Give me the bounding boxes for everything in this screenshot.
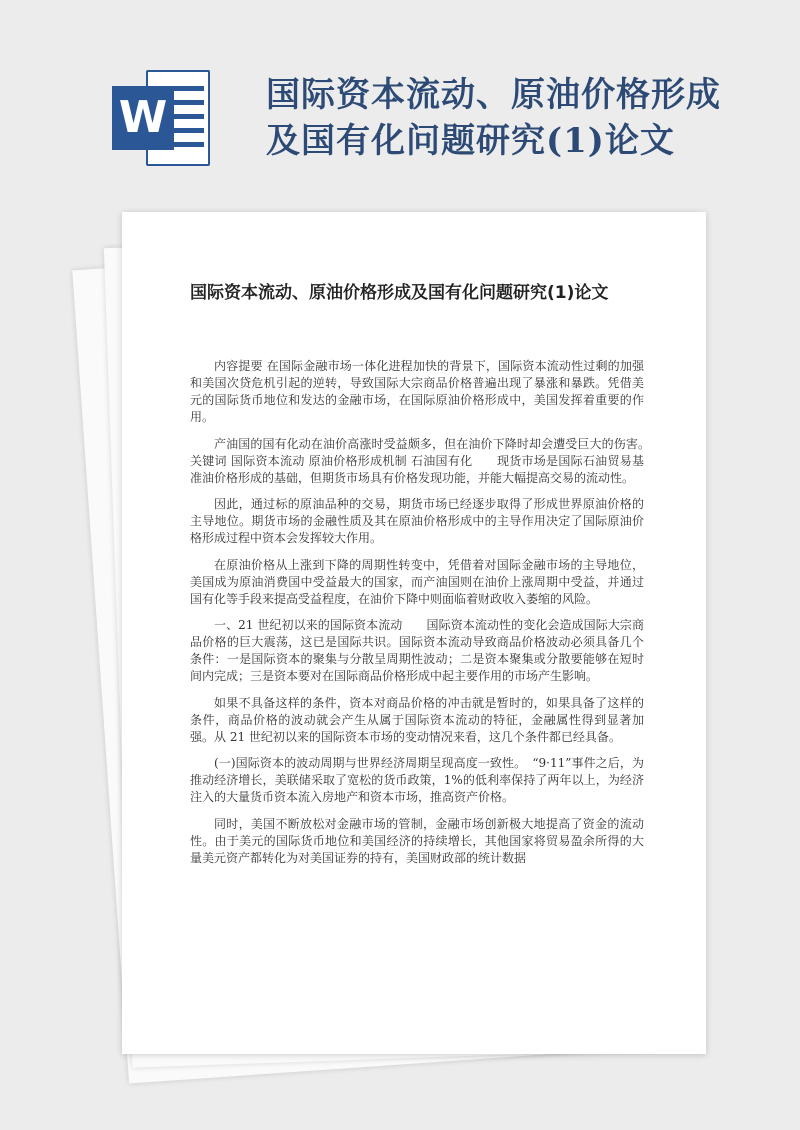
paragraph: 内容提要 在国际金融市场一体化进程加快的背景下，国际资本流动性过剩的加强和美国次贷危机引起的逆转，导致国际大宗商品价格普遍出现了暴涨和暴跌。凭借美元的国际货币地位和发达的金融市场，在国际原油价格形成中，美国发挥着重要的作用。 — [190, 359, 644, 424]
word-document-icon — [112, 70, 212, 166]
paragraph: 在原油价格从上涨到下降的周期性转变中，凭借着对国际金融市场的主导地位，美国成为原油消费国中受益最大的国家，而产油国则在油价上涨周期中受益，并通过国有化等手段来提高受益程度，在油价下降中则面临着财政收入萎缩的风险。 — [190, 557, 644, 606]
paragraph: (一)国际资本的波动周期与世界经济周期呈现高度一致性。 “9·11”事件之后，为推动经济增长，美联储采取了宽松的货币政策，1%的低利率保持了两年以上，为经济注入的大量货币资本流入房地产和资本市场，推高资产价格。 — [190, 756, 644, 804]
paragraph: 如果不具备这样的条件，资本对商品价格的冲击就是暂时的，如果具备了这样的条件，商品价格的波动就会产生从属于国际资本流动的特征，金融属性得到显著加强。从 21 世纪初以来的国际资本市场的变动情况来看，这几个条件都已经具备。 — [190, 695, 644, 744]
paragraph: 产油国的国有化动在油价高涨时受益颇多，但在油价下降时却会遭受巨大的伤害。 关键词 国际资本流动 原油价格形成机制 石油国有化 现货市场是国际石油贸易基准油价格形成的基础，但期货市场具有价格发现功能，并能大幅提高交易的流动性。 — [190, 436, 657, 485]
document-body — [190, 358, 657, 876]
paragraph: 一、21 世纪初以来的国际资本流动 国际资本流动性的变化会造成国际大宗商品价格的巨大震荡，这已是国际共识。国际资本流动导致商品价格波动必须具备几个条件：一是国际资本的聚集与分散呈周期性波动；二是资本聚集或分散要能够在短时间内完成；三是资本要对在国际商品价格形成中起主要作用的市场产生影响。 — [190, 618, 644, 683]
document-title: 国际资本流动、原油价格形成及国有化问题研究(1)论文 — [190, 283, 609, 303]
paragraph: 同时，美国不断放松对金融市场的管制，金融市场创新极大地提高了资金的流动性。由于美元的国际货币地位和美国经济的持续增长，其他国家将贸易盈余所得的大量美元资产都转化为对美国证券的持有，美国财政部的统计数据 — [190, 816, 644, 865]
paragraph: 因此，通过标的原油品种的交易，期货市场已经逐步取得了形成世界原油价格的主导地位。期货市场的金融性质及其在原油价格形成中的主导作用决定了国际原油价格形成过程中资本会发挥较大作用。 — [190, 497, 644, 545]
word-w-badge: W — [112, 86, 174, 150]
document-page — [122, 212, 706, 1054]
header-title: 国际资本流动、原油价格形成及国有化问题研究(1)论文 — [266, 75, 721, 161]
header-banner — [0, 0, 800, 215]
